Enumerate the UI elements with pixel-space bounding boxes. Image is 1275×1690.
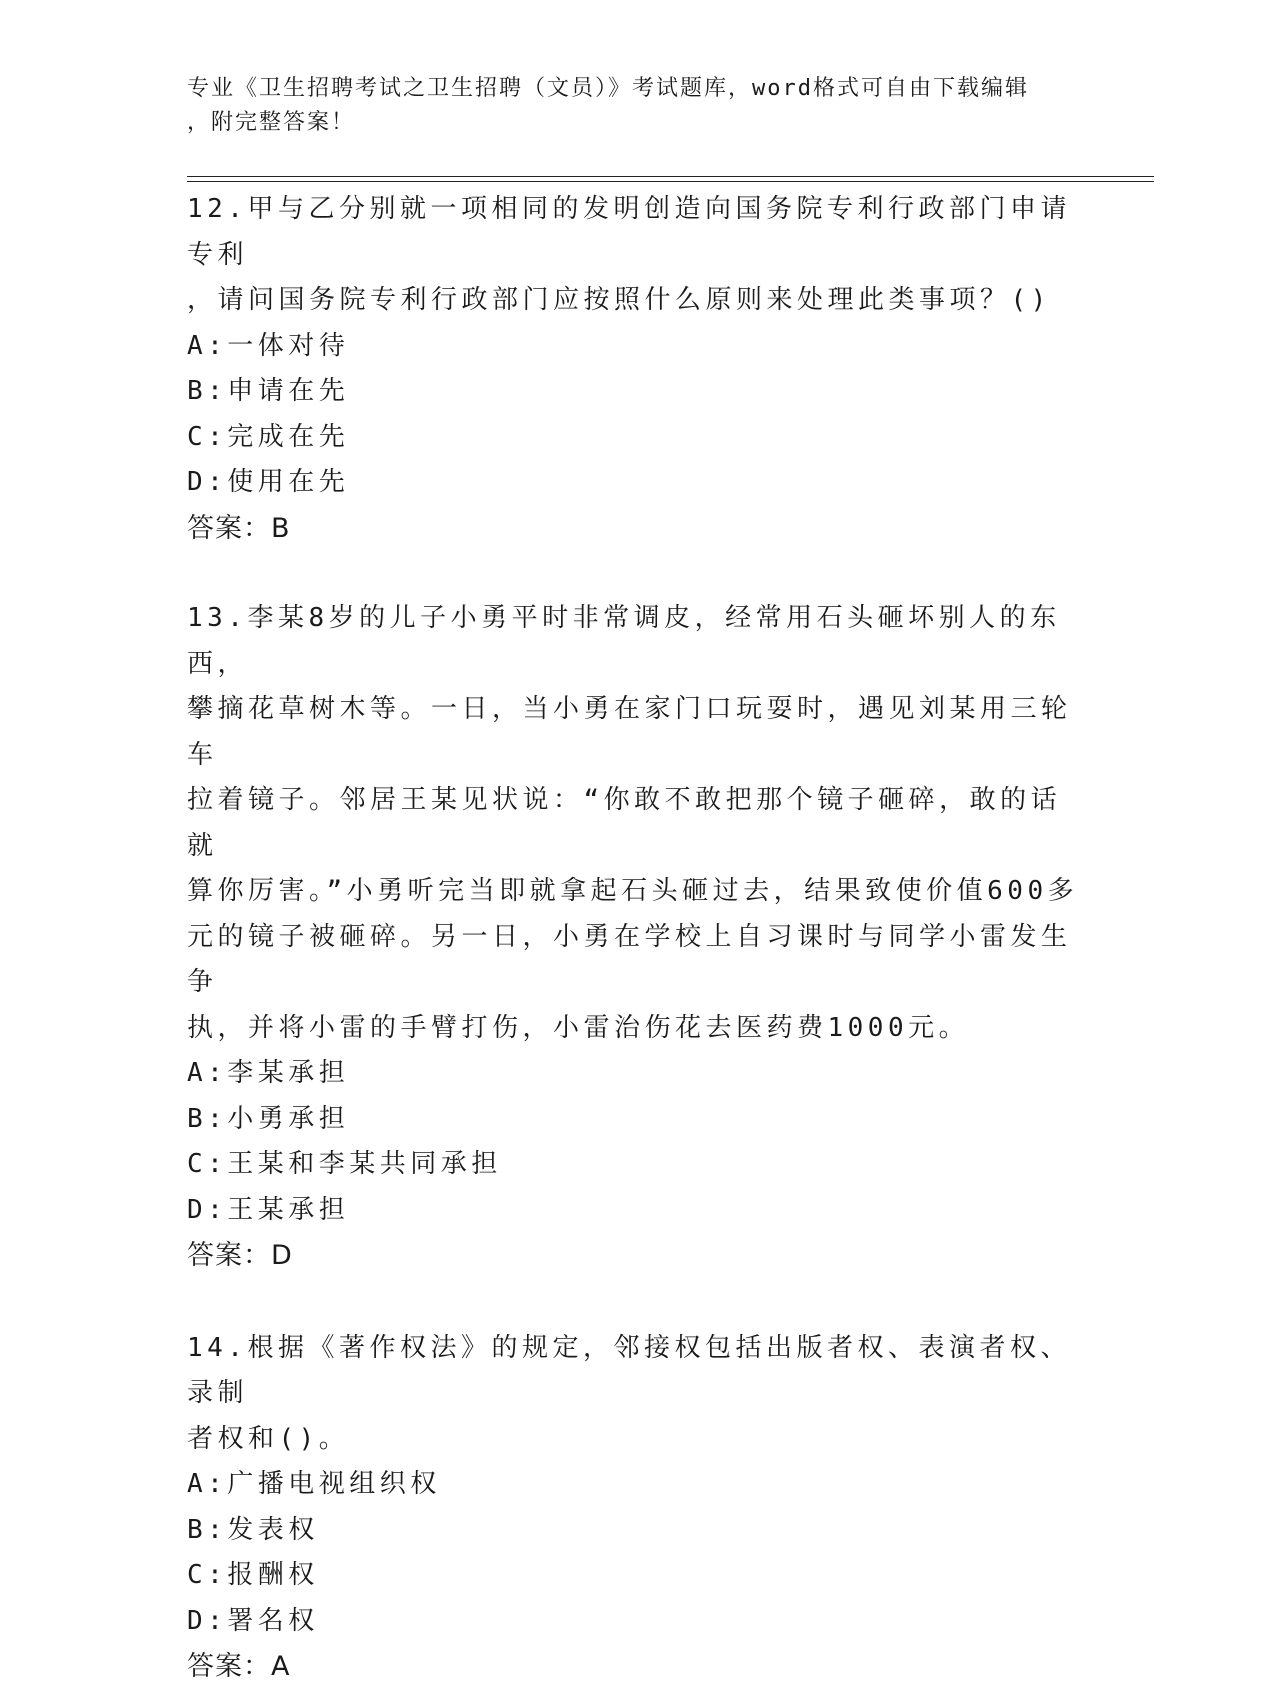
header-line-1: 专业《卫生招聘考试之卫生招聘（文员）》考试题库，word格式可自由下载编辑 bbox=[187, 76, 1029, 101]
answer-line: 答案：D bbox=[187, 1240, 293, 1271]
question-stem-line: 者权和()。 bbox=[187, 1423, 350, 1454]
option-a: A:一体对待 bbox=[187, 330, 350, 361]
header-line-2: ，附完整答案！ bbox=[187, 110, 356, 135]
document-header bbox=[187, 72, 1067, 140]
spacer bbox=[187, 551, 1087, 596]
question-stem-line: 12.甲与乙分别就一项相同的发明创造向国务院专利行政部门申请专利 bbox=[187, 194, 1071, 270]
spacer bbox=[187, 1279, 1087, 1326]
question-stem-line: 算你厉害。”小勇听完当即就拿起石头砸过去，结果致使价值600多 bbox=[187, 876, 1079, 906]
answer-line: 答案：A bbox=[187, 1651, 291, 1682]
option-d: D:署名权 bbox=[187, 1605, 319, 1636]
option-c: C:报酬权 bbox=[187, 1560, 319, 1590]
header-rule-top bbox=[187, 176, 1154, 177]
option-b: B:小勇承担 bbox=[187, 1103, 350, 1134]
option-c: C:王某和李某共同承担 bbox=[187, 1149, 502, 1179]
question-12 bbox=[187, 187, 1087, 551]
question-list bbox=[187, 187, 1087, 1690]
question-stem-line: 攀摘花草树木等。一日，当小勇在家门口玩耍时，遇见刘某用三轮车 bbox=[187, 694, 1072, 770]
option-a: A:李某承担 bbox=[187, 1058, 350, 1088]
option-d: D:使用在先 bbox=[187, 467, 350, 497]
question-stem-line: ，请问国务院专利行政部门应按照什么原则来处理此类事项？() bbox=[187, 285, 1051, 315]
option-b: B:申请在先 bbox=[187, 376, 350, 406]
option-c: C:完成在先 bbox=[187, 421, 350, 452]
question-13 bbox=[187, 596, 1087, 1279]
header-rule-bottom bbox=[187, 181, 1154, 182]
option-d: D:王某承担 bbox=[187, 1194, 350, 1225]
question-14 bbox=[187, 1326, 1087, 1690]
question-stem-line: 元的镜子被砸碎。另一日，小勇在学校上自习课时与同学小雷发生争 bbox=[187, 921, 1072, 997]
option-a: A:广播电视组织权 bbox=[187, 1469, 441, 1499]
answer-line: 答案：B bbox=[187, 512, 291, 544]
option-b: B:发表权 bbox=[187, 1514, 319, 1545]
question-stem-line: 14.根据《著作权法》的规定，邻接权包括出版者权、表演者权、录制 bbox=[187, 1332, 1071, 1408]
question-stem-line: 拉着镜子。邻居王某见状说：“你敢不敢把那个镜子砸碎，敢的话就 bbox=[187, 785, 1062, 861]
question-stem-line: 执，并将小雷的手臂打伤，小雷治伤花去医药费1000元。 bbox=[187, 1012, 970, 1043]
question-stem-line: 13.李某8岁的儿子小勇平时非常调皮，经常用石头砸坏别人的东西， bbox=[187, 603, 1061, 679]
